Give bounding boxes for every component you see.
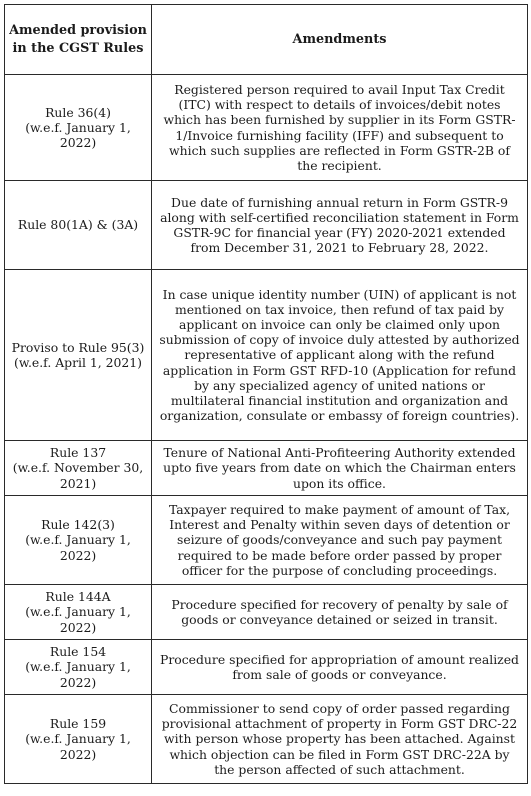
provision-cell — [5, 441, 152, 496]
rule-name: Rule 142(3) — [41, 517, 115, 533]
amendment-text: Commissioner to send copy of order passed regarding provisional attachment of property in Form GST DRC-22 with person whose property has been attached. Against which objection can be filed in Form GST DRC-22A by the person affected of such attachment. — [152, 695, 528, 784]
effective-date: (w.e.f. November 30, 2021) — [12, 460, 144, 491]
table-row — [5, 75, 528, 181]
table-row — [5, 496, 528, 585]
rule-name: Proviso to Rule 95(3) — [11, 339, 145, 355]
effective-date: (w.e.f. January 1, 2022) — [25, 604, 131, 635]
table-row — [5, 585, 528, 640]
rule-name: Rule 80(1A) & (3A) — [17, 217, 139, 233]
amendment-text: Procedure specified for appropriation of amount realized from sale of goods or conveyance. — [152, 640, 528, 695]
effective-date: (w.e.f. January 1, 2022) — [25, 731, 131, 762]
rule-name: Rule 144A — [45, 589, 111, 605]
amendment-text: Taxpayer required to make payment of amount of Tax, Interest and Penalty within seven days of detention or seizure of goods/conveyance and such pay payment required to be made before order passed by proper officer for the purpose of concluding proceedings. — [152, 496, 528, 585]
effective-date: (w.e.f. April 1, 2021) — [14, 355, 142, 370]
amendment-text: Due date of furnishing annual return in Form GSTR-9 along with self-certified reconciliation statement in Form GSTR-9C for financial year (FY) 2020-2021 extended from December 31, 2021 to February 28, 2022. — [152, 181, 528, 270]
table-row — [5, 181, 528, 270]
provision-cell — [5, 640, 152, 695]
effective-date: (w.e.f. January 1, 2022) — [25, 659, 131, 690]
table-row — [5, 441, 528, 496]
provision-cell — [5, 270, 152, 441]
amendment-text: In case unique identity number (UIN) of applicant is not mentioned on tax invoice, then refund of tax paid by applicant on invoice can only be claimed only upon submission of copy of invoice duly attested by authorized representative of applicant along with the refund application in Form GST RFD-10 (Application for refund by any specialized agency of united nations or multilateral financial institution and organization and organization, consulate or embassy of foreign countries). — [152, 270, 528, 441]
provision-cell — [5, 181, 152, 270]
amendment-text: Procedure specified for recovery of penalty by sale of goods or conveyance detained or seized in transit. — [152, 585, 528, 640]
rule-name: Rule 137 — [49, 445, 107, 461]
header-provision: Amended provision in the CGST Rules — [5, 5, 152, 75]
effective-date: (w.e.f. January 1, 2022) — [25, 532, 131, 563]
provision-cell — [5, 585, 152, 640]
cgst-amendments-table — [4, 4, 528, 784]
table-row — [5, 640, 528, 695]
table-row — [5, 270, 528, 441]
provision-cell — [5, 496, 152, 585]
provision-cell — [5, 695, 152, 784]
header-amendments: Amendments — [152, 5, 528, 75]
amendment-text: Registered person required to avail Input Tax Credit (ITC) with respect to details of invoices/debit notes which has been furnished by supplier in its Form GSTR-1/Invoice furnishing facility (IFF) and subsequent to which such supplies are reflected in Form GSTR-2B of the recipient. — [152, 75, 528, 181]
rule-name: Rule 159 — [49, 716, 107, 732]
rule-name: Rule 154 — [49, 644, 107, 660]
rule-name: Rule 36(4) — [45, 104, 111, 120]
table-row — [5, 695, 528, 784]
header-row — [5, 5, 528, 75]
effective-date: (w.e.f. January 1, 2022) — [25, 119, 131, 151]
amendment-text: Tenure of National Anti-Profiteering Authority extended upto five years from date on which the Chairman enters upon its office. — [152, 441, 528, 496]
provision-cell — [5, 75, 152, 181]
